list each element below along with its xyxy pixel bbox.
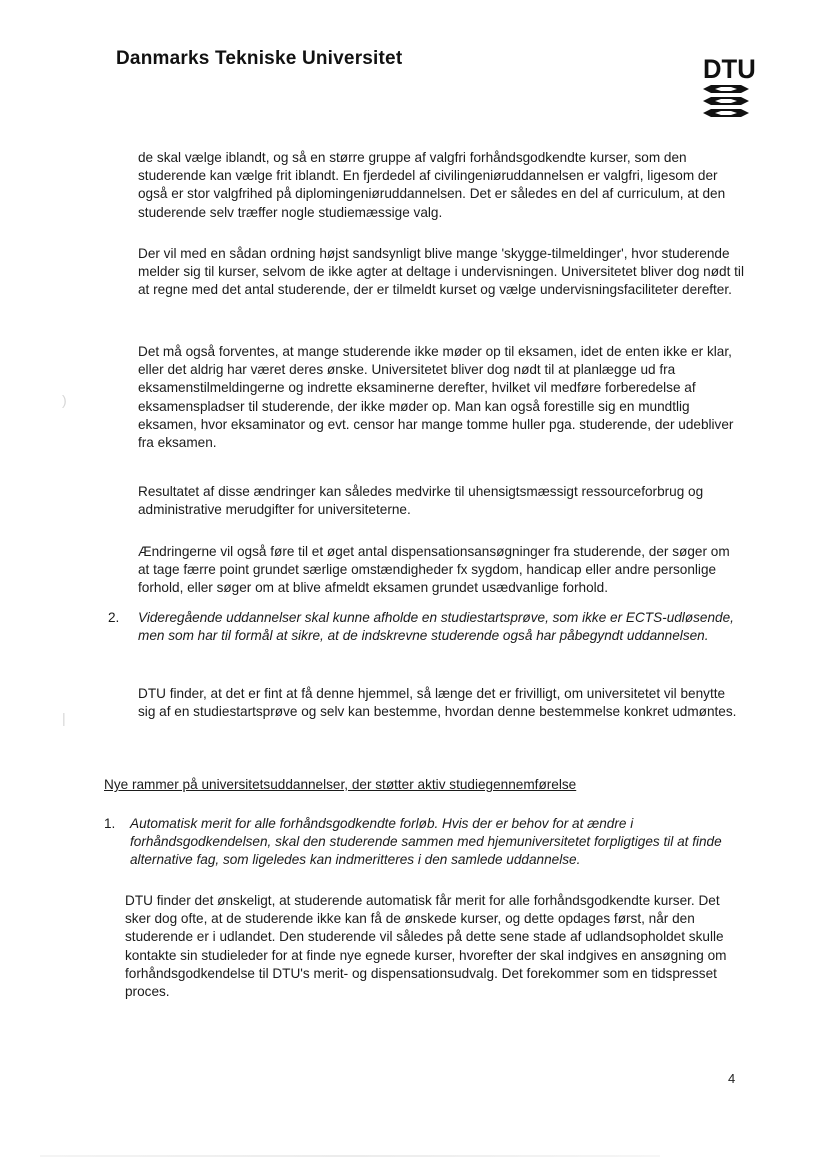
scan-mark: | <box>62 710 66 726</box>
paragraph-exam-attendance: Det må også forventes, at mange studerende ikke møder op til eksamen, idet de enten ikke er klar, eller det aldrig har været deres ønske. Universitetet bliver dog nødt til at planlægge ud fra eksamenstilmeldingerne og indrette eksaminerne derefter, hvilket vil medføre forberedelse af eksamenspladser til studerende, der ikke møder op. Man kan også forestille sig en mundtlig eksamen, hvor eksaminator og evt. censor har mange tomme huller pga. studerende, der udebliver fra eksamen. <box>138 344 734 451</box>
dtu-logo <box>701 54 756 120</box>
dtu-logo-text: DTU <box>703 54 756 84</box>
paragraph-elective-courses: de skal vælge iblandt, og så en større gruppe af valgfri forhåndsgodkendte kurser, som den studerende kan vælge frit iblandt. En fjerdedel af civilingeniøruddannelsen er valgfri, ligesom der også er stor valgfrihed på diplomingeniøruddannelsen. Det er således en del af curriculum, at den studerende selv træffer nogle studiemæssige valg. <box>138 150 726 220</box>
list-number-1: 1. <box>104 816 116 831</box>
quote-automatic-merit: Automatisk merit for alle forhåndsgodkendte forløb. Hvis der er behov for at ændre i forhåndsgodkendelsen, skal den studerende sammen med hjemuniversitetet forpligtiges til at finde alternative fag, som ligeledes kan indmeritteres i den samlede uddannelse. <box>130 816 722 868</box>
paragraph-shadow-registrations: Der vil med en sådan ordning højst sandsynligt blive mange 'skygge-tilmeldinger', hvor studerende melder sig til kurser, selvom de ikke agter at deltage i undervisningen. Universitetet bliver dog nødt til at regne med det antal studerende, der er tilmeldt kurset og vælge undervisningsfaciliteter derefter. <box>138 246 744 298</box>
response-automatic-merit: DTU finder det ønskeligt, at studerende automatisk får merit for alle forhåndsgodkendte kurser. Det sker dog ofte, at de studerende ikke kan få de ønskede kurser, og dette opdages først, når den studerende er i udlandet. Den studerende vil således på dette sene stade af udlandsopholdet skulle kontakte sin studieleder for at finde nye egnede kurser, hvorefter der skal indgives en ansøgning om forhåndsgodkendelse til DTU's merit- og dispensationsudvalg. Det forekommer som en tidspresset proces. <box>125 893 727 1000</box>
response-study-start-test: DTU finder, at det er fint at få denne hjemmel, så længe det er frivilligt, om universitetet vil benytte sig af en studiestartsprøve og selv kan bestemme, hvordan denne bestemmelse konkret udmøntes. <box>138 686 737 720</box>
list-number-2: 2. <box>108 610 120 625</box>
dtu-logo-mark-icon <box>701 84 751 120</box>
scan-mark: ) <box>62 392 67 408</box>
scan-artifact <box>40 1155 660 1157</box>
university-name: Danmarks Tekniske Universitet <box>116 48 403 69</box>
page-number: 4 <box>728 1071 736 1086</box>
paragraph-dispensation: Ændringerne vil også føre til et øget antal dispensationsansøgninger fra studerende, der søger om at tage færre point grundet særlige omstændigheder fx sygdom, handicap eller andre personlige forhold, eller søger om at blive afmeldt eksamen grundet usædvanlige forhold. <box>138 544 730 596</box>
section-heading: Nye rammer på universitetsuddannelser, der støtter aktiv studiegennemførelse <box>104 777 577 792</box>
quote-study-start-test: Videregående uddannelser skal kunne afholde en studiestartsprøve, som ikke er ECTS-udløsende, men som har til formål at sikre, at de indskrevne studerende også har påbegyndt uddannelsen. <box>138 610 734 644</box>
paragraph-resource-use: Resultatet af disse ændringer kan således medvirke til uhensigtsmæssigt ressourceforbrug og administrative merudgifter for universiteterne. <box>138 484 704 518</box>
